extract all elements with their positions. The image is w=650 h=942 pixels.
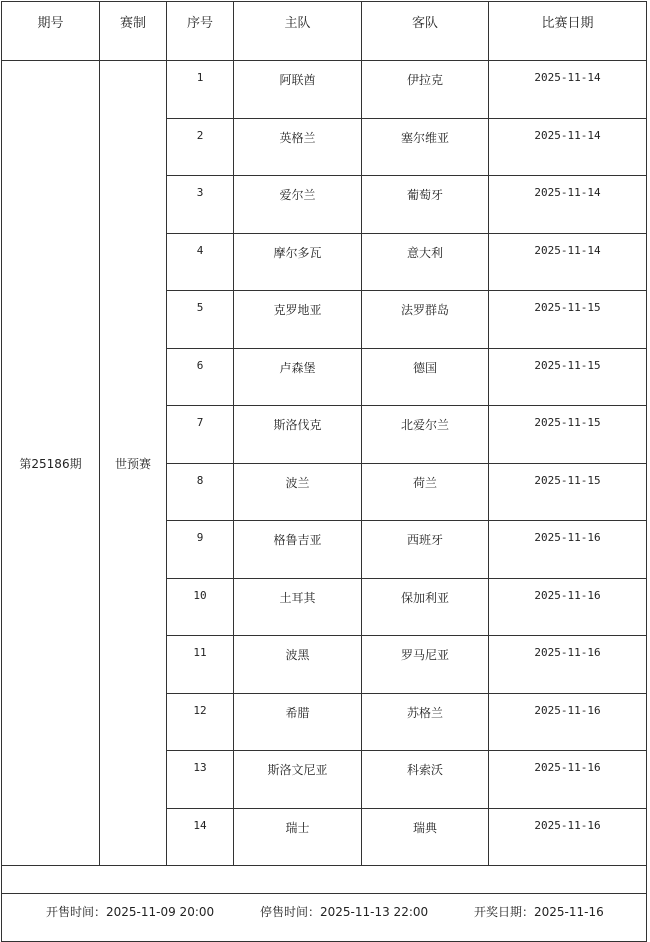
empty-row <box>2 866 647 894</box>
match-date: 2025-11-14 <box>489 61 647 119</box>
away-team: 苏格兰 <box>362 693 489 751</box>
home-team: 波兰 <box>234 463 362 521</box>
match-no: 8 <box>167 463 234 521</box>
match-date: 2025-11-16 <box>489 578 647 636</box>
away-team: 意大利 <box>362 233 489 291</box>
match-table <box>1 1 647 942</box>
match-date: 2025-11-15 <box>489 291 647 349</box>
match-date: 2025-11-16 <box>489 521 647 579</box>
match-date: 2025-11-16 <box>489 808 647 866</box>
sale-stop-time: 停售时间：2025-11-13 22:00 <box>260 905 429 919</box>
match-no: 7 <box>167 406 234 464</box>
match-no: 13 <box>167 751 234 809</box>
match-no: 14 <box>167 808 234 866</box>
format-cell: 世预赛 <box>100 61 167 866</box>
header-date: 比赛日期 <box>489 2 647 61</box>
away-team: 葡萄牙 <box>362 176 489 234</box>
draw-date: 开奖日期：2025-11-16 <box>474 905 604 919</box>
header-home: 主队 <box>234 2 362 61</box>
match-no: 2 <box>167 118 234 176</box>
issue-cell: 第25186期 <box>2 61 100 866</box>
match-no: 4 <box>167 233 234 291</box>
sale-info <box>2 894 647 942</box>
match-date: 2025-11-14 <box>489 118 647 176</box>
match-no: 5 <box>167 291 234 349</box>
match-date: 2025-11-16 <box>489 751 647 809</box>
home-team: 英格兰 <box>234 118 362 176</box>
home-team: 土耳其 <box>234 578 362 636</box>
away-team: 法罗群岛 <box>362 291 489 349</box>
header-issue: 期号 <box>2 2 100 61</box>
away-team: 塞尔维亚 <box>362 118 489 176</box>
header-no: 序号 <box>167 2 234 61</box>
home-team: 瑞士 <box>234 808 362 866</box>
away-team: 荷兰 <box>362 463 489 521</box>
home-team: 爱尔兰 <box>234 176 362 234</box>
home-team: 卢森堡 <box>234 348 362 406</box>
match-date: 2025-11-16 <box>489 693 647 751</box>
match-date: 2025-11-15 <box>489 463 647 521</box>
match-no: 11 <box>167 636 234 694</box>
away-team: 罗马尼亚 <box>362 636 489 694</box>
match-date: 2025-11-14 <box>489 176 647 234</box>
match-no: 3 <box>167 176 234 234</box>
sale-start-time: 开售时间：2025-11-09 20:00 <box>46 905 215 919</box>
table-row <box>2 61 647 119</box>
header-row <box>2 2 647 61</box>
away-team: 北爱尔兰 <box>362 406 489 464</box>
match-date: 2025-11-15 <box>489 406 647 464</box>
home-team: 克罗地亚 <box>234 291 362 349</box>
away-team: 瑞典 <box>362 808 489 866</box>
home-team: 斯洛文尼亚 <box>234 751 362 809</box>
match-date: 2025-11-14 <box>489 233 647 291</box>
match-no: 10 <box>167 578 234 636</box>
lottery-schedule <box>1 1 646 942</box>
match-date: 2025-11-15 <box>489 348 647 406</box>
header-away: 客队 <box>362 2 489 61</box>
home-team: 波黑 <box>234 636 362 694</box>
away-team: 西班牙 <box>362 521 489 579</box>
match-no: 6 <box>167 348 234 406</box>
away-team: 德国 <box>362 348 489 406</box>
home-team: 格鲁吉亚 <box>234 521 362 579</box>
home-team: 阿联酋 <box>234 61 362 119</box>
away-team: 科索沃 <box>362 751 489 809</box>
away-team: 保加利亚 <box>362 578 489 636</box>
match-no: 9 <box>167 521 234 579</box>
home-team: 摩尔多瓦 <box>234 233 362 291</box>
home-team: 希腊 <box>234 693 362 751</box>
away-team: 伊拉克 <box>362 61 489 119</box>
match-date: 2025-11-16 <box>489 636 647 694</box>
home-team: 斯洛伐克 <box>234 406 362 464</box>
header-format: 赛制 <box>100 2 167 61</box>
match-no: 1 <box>167 61 234 119</box>
match-no: 12 <box>167 693 234 751</box>
